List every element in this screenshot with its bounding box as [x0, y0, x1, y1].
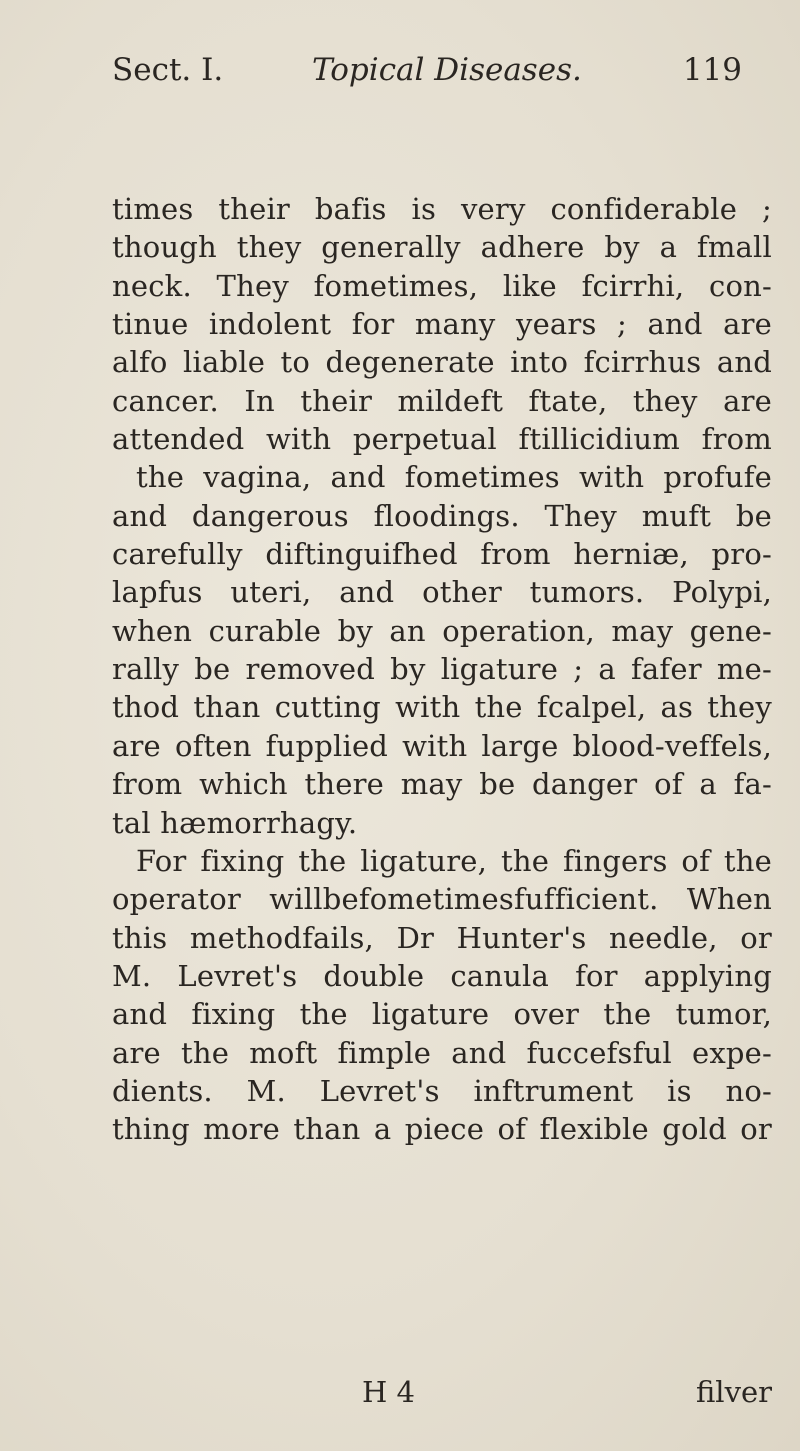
text-line: rally be removed by ligature ; a fafer me- [112, 652, 772, 687]
text-line: For fixing the ligature, the fingers of the [136, 843, 772, 878]
text-line: cancer. In their mildeft ftate, they are [112, 383, 772, 418]
text-line: this methodfails, Dr Hunter's needle, or [112, 920, 772, 955]
text-line: when curable by an operation, may gene- [112, 613, 772, 648]
text-line: M. Levret's double canula for applying [112, 958, 772, 993]
signature-mark: H 4 [362, 1375, 415, 1409]
text-line: and fixing the ligature over the tumor, [112, 997, 772, 1032]
text-line: tal hæmorrhagy. [112, 805, 358, 840]
text-line: times their bafis is very confiderable ; [112, 192, 772, 226]
text-line: carefully diftinguifhed from herniæ, pro- [112, 537, 772, 572]
page-footer [112, 1375, 772, 1415]
text-line: attended with perpetual ftillicidium from [112, 422, 772, 457]
page-number: 119 [682, 52, 742, 88]
text-line: lapfus uteri, and other tumors. Polypi, [112, 575, 772, 610]
text-line: thod than cutting with the fcalpel, as they [112, 690, 772, 725]
running-title: Topical Diseases. [312, 52, 582, 88]
running-head [112, 52, 742, 92]
text-line: are often fupplied with large blood-veffels, [112, 728, 772, 763]
section-label: Sect. I. [112, 52, 224, 88]
text-line: the vagina, and fometimes with profufe [136, 460, 772, 495]
text-line: operator willbefometimesfufficient. When [112, 882, 772, 917]
text-line: and dangerous floodings. They muft be [112, 498, 772, 533]
text-line: though they generally adhere by a fmall [112, 230, 772, 265]
text-line: tinue indolent for many years ; and are [112, 307, 772, 342]
text-line: alfo liable to degenerate into fcirrhus and [112, 345, 772, 380]
body-text [112, 190, 772, 1149]
text-line: are the moft fimple and fuccefsful expe- [112, 1035, 772, 1070]
catchword: filver [695, 1375, 772, 1409]
text-line: dients. M. Levret's inftrument is no- [112, 1073, 772, 1108]
text-line: from which there may be danger of a fa- [112, 767, 772, 802]
text-line: neck. They fometimes, like fcirrhi, con- [112, 268, 772, 303]
text-line: thing more than a piece of flexible gold or [112, 1112, 772, 1147]
